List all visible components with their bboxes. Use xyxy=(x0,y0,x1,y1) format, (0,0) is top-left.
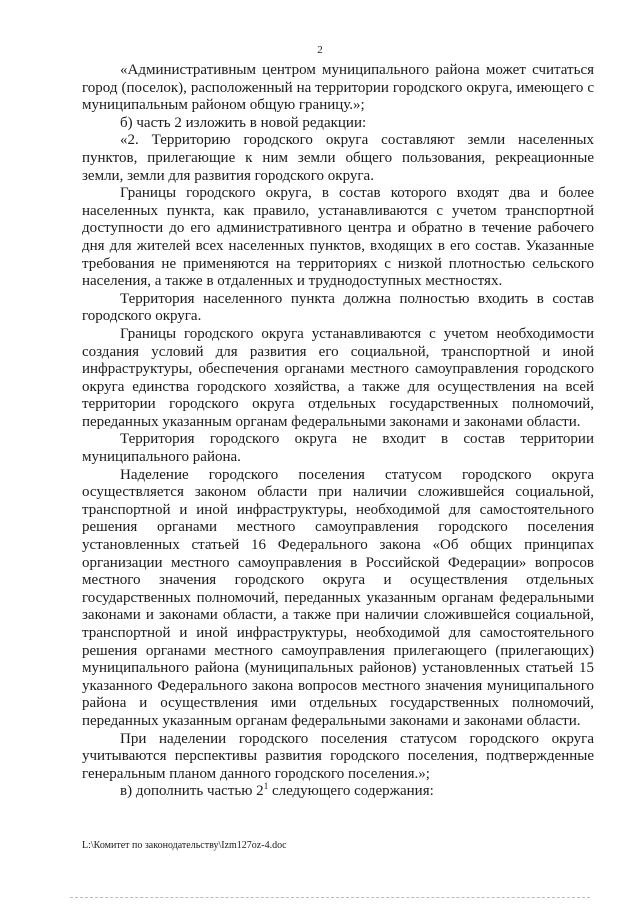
superscript: 1 xyxy=(263,781,269,792)
paragraph: Наделение городского поселения статусом городского округа осуществляется законом области при наличии сложившейся социальной, транспортной и иной инфраструктуры, необходимой для самостоятельного решения органами местного самоуправления городского поселения установленных статьей 16 Федерального закона «Об общих принципах организации местного самоуправления в Российской Федерации» вопросов местного значения городского округа и осуществления отдельных государственных полномочий, переданных указанным органам федеральными законами и законами области, а также при наличии сложившейся социальной, транспортной и иной инфраструктуры, необходимой для самостоятельного решения органами местного самоуправления прилегающего (прилегающих) муниципального района (муниципальных районов) установленных статьей 15 указанного Федерального закона вопросов местного значения муниципального района и осуществления ими отдельных государственных полномочий, переданных указанным органам федеральными законами и законами области. xyxy=(82,466,594,729)
page-number: 2 xyxy=(317,44,323,56)
bottom-divider xyxy=(70,897,590,898)
file-path: L:\Комитет по законодательству\Izm127oz-4.doc xyxy=(82,840,287,851)
paragraph: б) часть 2 изложить в новой редакции: xyxy=(120,114,367,131)
amendment-tail: следующего содержания: xyxy=(268,783,434,800)
amendment-text: в) дополнить частью 2 xyxy=(120,783,264,800)
paragraph: Границы городского округа устанавливаются с учетом необходимости создания условий для развития его социальной, транспортной и иной инфраструктуры, обеспечения органами местного самоуправления городского округа единства городского хозяйства, а также для осуществления на всей территории городского округа отдельных государственных полномочий, переданных указанным органам федеральными законами и законами области. xyxy=(82,325,594,430)
paragraph: Границы городского округа, в состав которого входят два и более населенных пункта, как правило, устанавливаются с учетом транспортной доступности до его административного центра и обратно в течение рабочего дня для жителей всех населенных пунктов, входящих в его состав. Указанные требования не применяются на территориях с низкой плотностью сельского населения, а также в отдаленных и труднодоступных местностях. xyxy=(82,185,594,290)
paragraph: Территория городского округа не входит в состав территории муниципального района. xyxy=(82,431,594,466)
paragraph: «Административным центром муниципального района может считаться город (поселок), расположенный на территории городского округа, имеющего с муниципальным районом общую границу.»; xyxy=(82,62,594,114)
amendment-line xyxy=(82,783,594,801)
paragraph: «2. Территорию городского округа составляют земли населенных пунктов, прилегающие к ним земли общего пользования, рекреационные земли, земли для развития городского округа. xyxy=(82,132,594,184)
paragraph: Территория населенного пункта должна полностью входить в состав городского округа. xyxy=(82,290,594,325)
document-body xyxy=(82,62,594,801)
paragraph: При наделении городского поселения статусом городского округа учитываются перспективы развития городского поселения, подтвержденные генеральным планом данного городского поселения.»; xyxy=(82,730,594,782)
